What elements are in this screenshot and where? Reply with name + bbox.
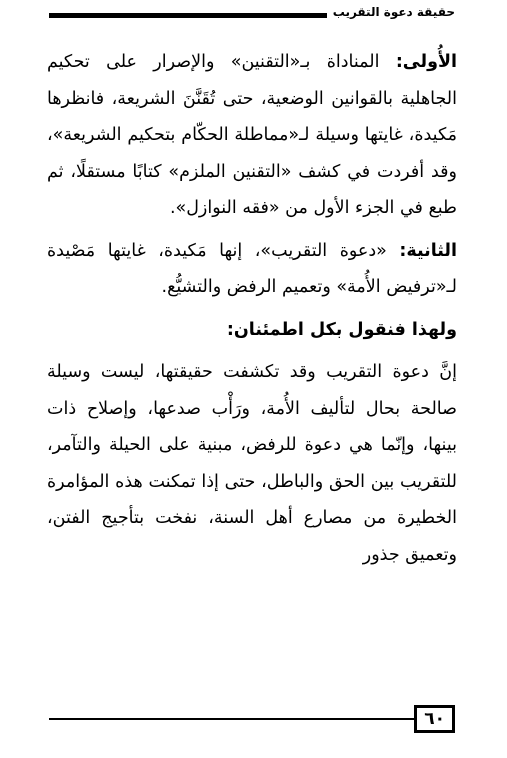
body-text (47, 44, 457, 573)
header-rule (49, 13, 327, 18)
page-header (49, 2, 455, 22)
second-point-text: «دعوة التقريب»، إنها مَكيدة، غايتها مَصْيدة لـ«ترفيض الأُمة» وتعميم الرفض والتشيُّع. (47, 240, 457, 297)
first-point-text: المناداة بـ«التقنين» والإصرار على تحكيم الجاهلية بالقوانين الوضعية، حتى تُقَنَّنَ الشريعة، فانظرها مَكيدة، غايتها وسيلة لـ«مماطلة الحكّام بتحكيم الشريعة»، وقد أفردت في كشف «التقنين الملزم» كتابًا مستقلًا، ثم طبع في الجزء الأول من «فقه النوازل». (47, 52, 457, 218)
first-point-label: الأُولى: (395, 52, 457, 72)
paragraph-second-point (47, 233, 457, 306)
running-head: حقيقة دعوة التقريب (332, 5, 455, 19)
paragraph-first-point (47, 44, 457, 227)
page-number: ٦٠ (414, 705, 455, 733)
page-footer (49, 704, 455, 734)
footer-rule (49, 718, 414, 720)
paragraph-conclusion: إنَّ دعوة التقريب وقد تكشفت حقيقتها، ليست وسيلة صالحة بحال لتأليف الأُمة، ورَأْب صدعها، وإصلاح ذات بينها، وإنّما هي دعوة للرفض، مبنية على الحيلة والتآمر، للتقريب بين الحق والباطل، حتى إذا تمكنت هذه المؤامرة الخطيرة من مصارع أهل السنة، نفخت بتأجيج الفتن، وتعميق جذور (47, 362, 457, 565)
conclusion-heading: ولهذا فنقول بكل اطمئنان: (226, 319, 457, 340)
second-point-label: الثانية: (399, 240, 457, 261)
